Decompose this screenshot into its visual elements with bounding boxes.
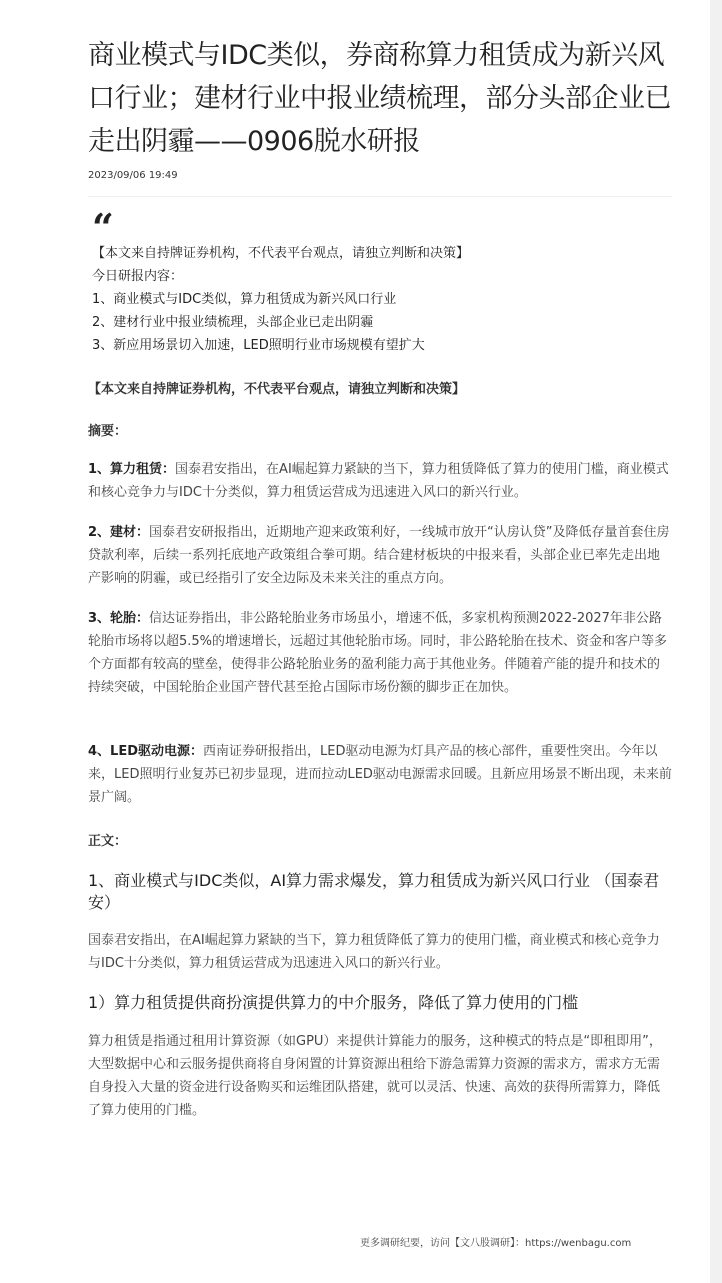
intro-quote bbox=[92, 205, 652, 357]
disclaimer-repeat: 【本文来自持牌证券机构，不代表平台观点，请独立判断和决策】 bbox=[88, 382, 466, 397]
abstract-point-text: 国泰君安指出，在AI崛起算力紧缺的当下，算力租赁降低了算力的使用门槛，商业模式和核心竞争力与IDC十分类似，算力租赁运营成为迅速进入风口的新兴行业。 bbox=[88, 462, 669, 500]
abstract-point bbox=[88, 740, 672, 809]
intro-item: 2、建材行业中报业绩梳理，头部企业已走出阴霾 bbox=[92, 315, 374, 330]
intro-item: 1、商业模式与IDC类似，算力租赁成为新兴风口行业 bbox=[92, 292, 397, 307]
abstract-heading: 摘要： bbox=[88, 424, 128, 439]
abstract-point-label: 1、算力租赁： bbox=[88, 462, 176, 477]
page-edge-shade bbox=[710, 0, 722, 1283]
abstract-point bbox=[88, 607, 672, 699]
intro-disclaimer: 【本文来自持牌证券机构，不代表平台观点，请独立判断和决策】 bbox=[92, 246, 470, 261]
section-paragraph: 国泰君安指出，在AI崛起算力紧缺的当下，算力租赁降低了算力的使用门槛，商业模式和核心竞争力与IDC十分类似，算力租赁运营成为迅速进入风口的新兴行业。 bbox=[88, 933, 660, 971]
abstract-point-text: 西南证券研报指出，LED驱动电源为灯具产品的核心部件，重要性突出。今年以来，LED照明行业复苏已初步显现，进而拉动LED驱动电源需求回暖。且新应用场景不断出现，未来前景广阔。 bbox=[88, 744, 672, 805]
body-heading: 正文： bbox=[88, 834, 128, 849]
abstract-point-text: 国泰君安研报指出，近期地产迎来政策利好，一线城市放开“认房认贷”及降低存量首套住房贷款利率，后续一系列托底地产政策组合拳可期。结合建材板块的中报来看，头部企业已率先走出地产影响的阴霾，或已经指引了安全边际及未来关注的重点方向。 bbox=[88, 525, 670, 586]
intro-today-label: 今日研报内容： bbox=[92, 269, 184, 284]
abstract-point-label: 3、轮胎： bbox=[88, 611, 150, 626]
intro-item: 3、新应用场景切入加速，LED照明行业市场规模有望扩大 bbox=[92, 338, 425, 353]
subsection-paragraph: 算力租赁是指通过租用计算资源（如GPU）来提供计算能力的服务，这种模式的特点是“即租即用”，大型数据中心和云服务提供商将自身闲置的计算资源出租给下游急需算力资源的需求方，需求方无需自身投入大量的资金进行设备购买和运维团队搭建，就可以灵活、快速、高效的获得所需算力，降低了算力使用的门槛。 bbox=[88, 1034, 662, 1118]
abstract-point-label: 2、建材： bbox=[88, 525, 150, 540]
footer-link[interactable]: 更多调研纪要，访问【文八股调研】：https://wenbagu.com bbox=[360, 1238, 632, 1249]
publish-date: 2023/09/06 19:49 bbox=[88, 170, 178, 181]
section-title: 1、商业模式与IDC类似，AI算力需求爆发，算力租赁成为新兴风口行业 （国泰君安） bbox=[88, 871, 660, 912]
article-title: 商业模式与IDC类似，券商称算力租赁成为新兴风口行业；建材行业中报业绩梳理，部分头部企业已走出阴霾——0906脱水研报 bbox=[88, 40, 671, 157]
abstract-point-label: 4、LED驱动电源： bbox=[88, 744, 204, 759]
divider bbox=[88, 196, 672, 197]
quote-icon: “ bbox=[92, 205, 114, 250]
abstract-point bbox=[88, 458, 672, 504]
subsection-title: 1）算力租赁提供商扮演提供算力的中介服务，降低了算力使用的门槛 bbox=[88, 993, 579, 1012]
abstract-point-text: 信达证券指出，非公路轮胎业务市场虽小，增速不低，多家机构预测2022-2027年非公路轮胎市场将以超5.5%的增速增长，远超过其他轮胎市场。同时，非公路轮胎在技术、资金和客户等多个方面都有较高的壁垒，使得非公路轮胎业务的盈利能力高于其他业务。伴随着产能的提升和技术的持续突破，中国轮胎企业国产替代甚至抢占国际市场份额的脚步正在加快。 bbox=[88, 611, 668, 695]
abstract-point bbox=[88, 521, 672, 590]
